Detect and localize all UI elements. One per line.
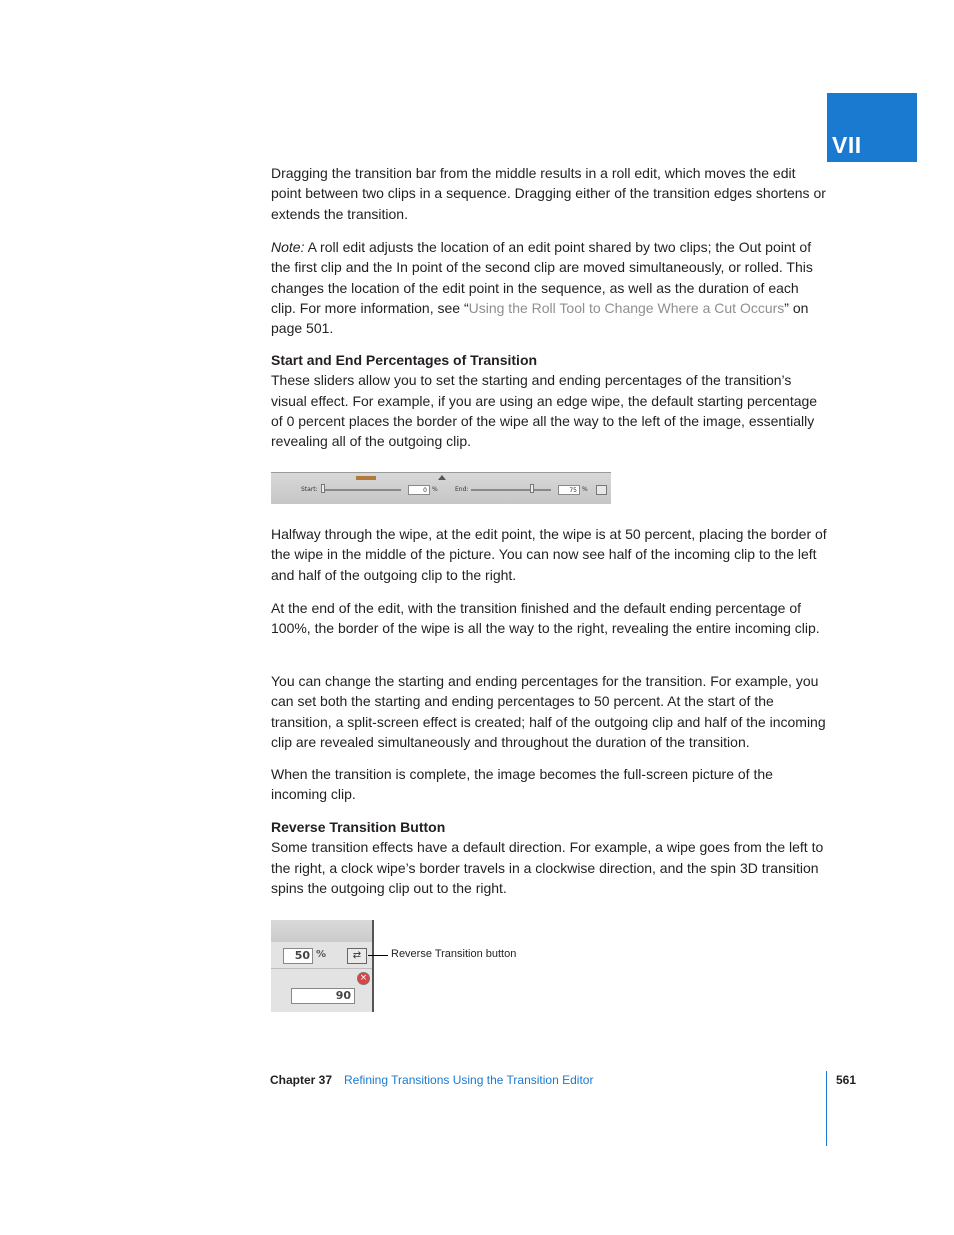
callout-line [368,955,388,956]
angle-value-field: 90 [291,988,355,1004]
section-heading: Start and End Percentages of Transition [271,352,538,368]
divider [271,968,374,969]
end-slider-track [471,489,551,491]
start-percent-sign: % [432,486,438,493]
start-label: Start: [301,486,318,493]
panel-edge [372,920,374,1012]
end-slider-thumb [530,484,534,493]
marker-decoration [356,476,376,480]
paragraph-text: At the end of the edit, with the transition finished and the default ending percentage of 100%, the border of the wipe is all the way to the right, revealing the entire incoming clip. [271,600,820,637]
body-paragraph-roll-edit [271,163,827,224]
body-paragraph-end-of-edit [271,598,827,639]
start-end-sliders-screenshot [271,472,611,504]
start-slider-thumb [321,484,325,493]
section-tab-label: VII [832,132,862,158]
section-heading: Reverse Transition Button [271,819,446,835]
body-paragraph-change-percentages [271,671,827,752]
footer-chapter: Chapter 37 [270,1073,333,1087]
section-start-end [271,350,827,451]
panel-header-bar [271,920,374,942]
percent-sign: % [316,949,327,960]
paragraph-text: When the transition is complete, the image becomes the full-screen picture of the incoming clip. [271,766,773,803]
page-number: 561 [836,1073,857,1087]
triangle-icon [438,475,446,480]
reverse-transition-icon [596,485,607,495]
body-paragraph-halfway [271,524,827,585]
start-slider-track [321,489,401,491]
section-reverse-transition [271,817,827,898]
note-tail: ” on page 501. [271,299,809,337]
note-body: A roll edit adjusts the location of an edit point shared by two clips; the Out point of the first clip and the In point of the second clip are moved simultaneously, or rolled. This changes the location of the edit point in the sequence, as well as the duration of each clip. For more information, see “ [271,239,813,316]
section-tab [827,93,917,162]
end-value-field: 75 [558,485,580,495]
note-paragraph [271,237,827,338]
note-text [271,237,827,338]
start-value-field: 0 [408,485,430,495]
percent-value-field: 50 [283,948,313,964]
reverse-button-screenshot [271,920,374,1012]
paragraph-text: Some transition effects have a default direction. For example, a wipe goes from the left to the right, a clock wipe’s border travels in a clockwise direction, and the spin 3D transition spins the outgoing clip out to the right. [271,839,824,896]
footer-divider [826,1071,827,1146]
paragraph-text: Halfway through the wipe, at the edit point, the wipe is at 50 percent, placing the border of the wipe in the middle of the picture. You can now see half of the incoming clip to the left and half of the outgoing clip to the right. [271,526,827,583]
body-paragraph-complete [271,764,827,805]
end-label: End: [455,486,469,493]
paragraph-text: These sliders allow you to set the starting and ending percentages of the transition’s visual effect. For example, if you are using an edge wipe, the default starting percentage of 0 percent places the border of the wipe all the way to the left of the image, essentially revealing all of the outgoing clip. [271,372,818,450]
close-icon: × [357,972,370,985]
reverse-transition-icon: ⇄ [347,948,367,964]
footer-chapter-title[interactable]: Refining Transitions Using the Transition Editor [344,1073,594,1087]
paragraph-text: Dragging the transition bar from the middle results in a roll edit, which moves the edit point between two clips in a sequence. Dragging either of the transition edges shortens or extends the transition. [271,165,826,222]
cross-reference-link[interactable]: Using the Roll Tool to Change Where a Cut Occurs [468,299,785,316]
paragraph-text: You can change the starting and ending percentages for the transition. For example, you can set both the starting and ending percentages to 50 percent. At the start of the transition, a split-screen effect is created; half of the outgoing clip and half of the incoming clip are revealed simultaneously and throughout the duration of the transition. [271,673,826,750]
end-percent-sign: % [582,486,588,493]
reverse-transition-callout: Reverse Transition button [391,948,517,960]
note-label: Note: [271,239,305,255]
